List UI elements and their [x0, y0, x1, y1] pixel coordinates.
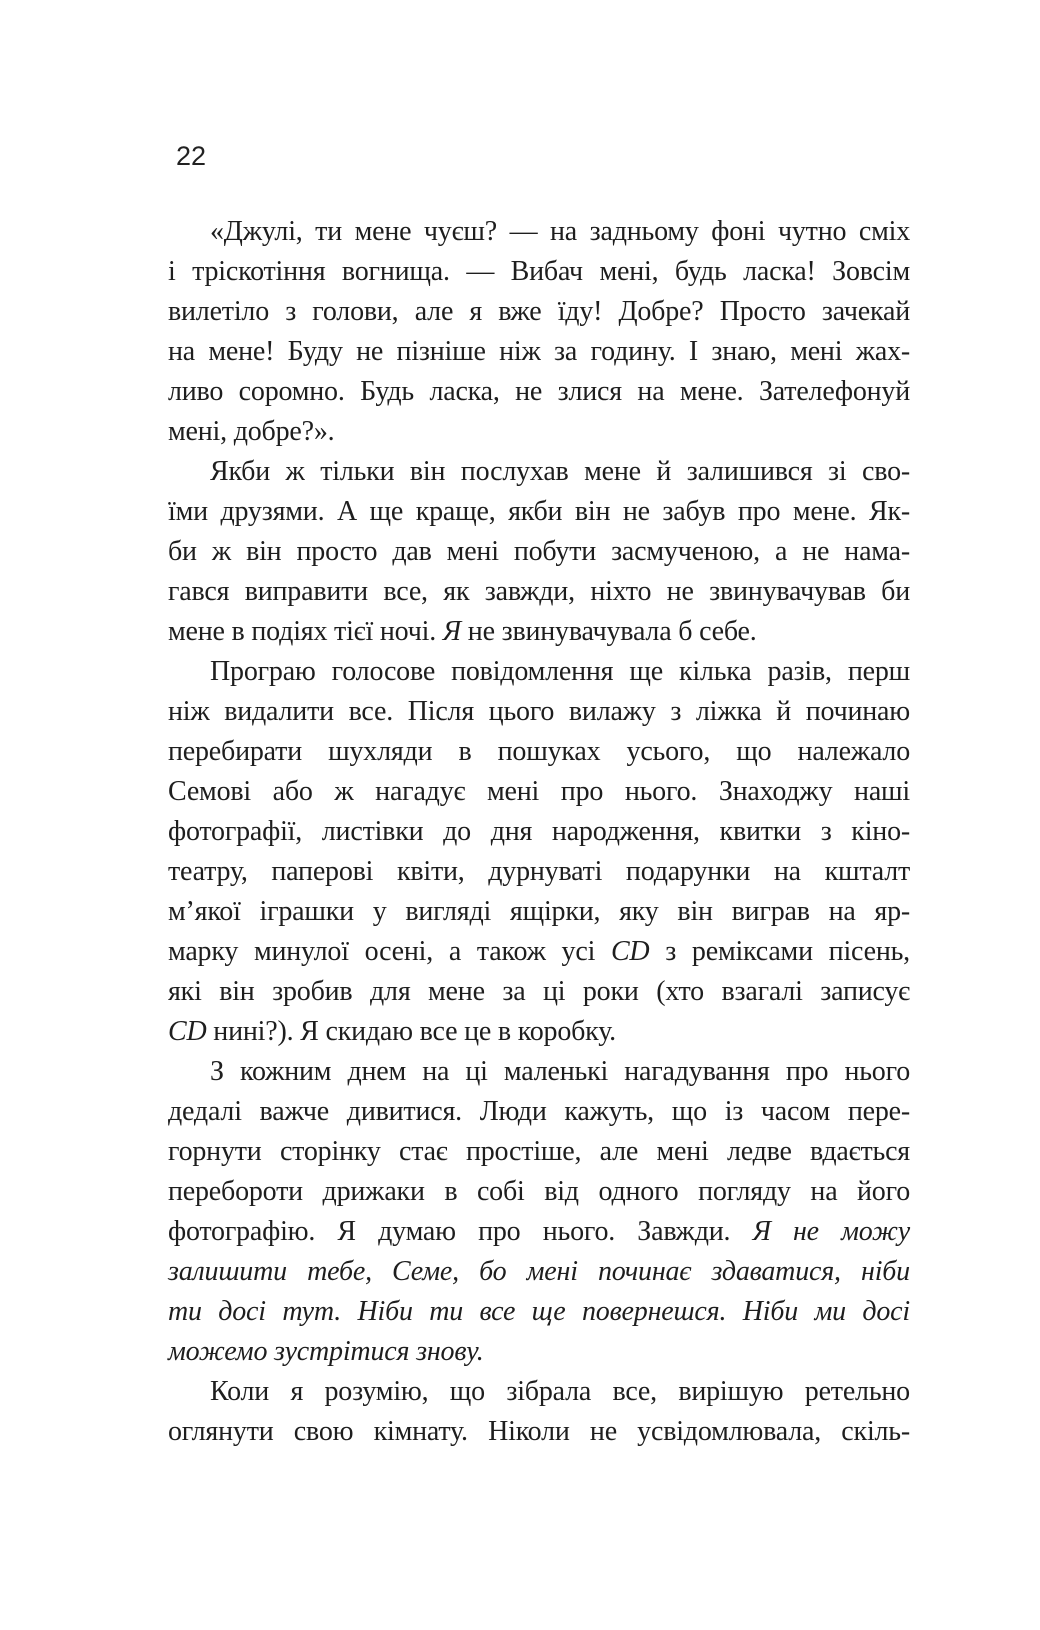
text-line — [168, 372, 910, 412]
text-segment: мене в подіях тієї ночі. — [168, 616, 443, 647]
text-segment: з реміксами пісень, — [649, 936, 910, 967]
text-block — [168, 212, 910, 1452]
text-segment: їми друзями. А ще краще, якби він не забув про мене. Як- — [168, 496, 910, 527]
text-line — [168, 572, 910, 612]
page-number: 22 — [176, 141, 207, 171]
text-segment: мені, добре?». — [168, 416, 335, 447]
text-segment: дедалі важче дивитися. Люди кажуть, що із часом пере- — [168, 1096, 910, 1127]
text-segment: не звинувачувала б себе. — [461, 616, 757, 647]
text-line — [168, 1252, 910, 1292]
text-line — [168, 972, 910, 1012]
text-segment: фотографію. Я думаю про нього. Завжди. — [168, 1216, 753, 1247]
text-segment: і тріскотіння вогнища. — Вибач мені, будь ласка! Зовсім — [168, 256, 910, 287]
text-segment: марку минулої осені, а також усі — [168, 936, 611, 967]
text-line — [168, 732, 910, 772]
text-segment: гався виправити все, як завжди, ніхто не звинувачував би — [168, 576, 910, 607]
text-line — [168, 292, 910, 332]
text-line — [168, 1412, 910, 1452]
text-line — [168, 1332, 910, 1372]
italic-text-segment: CD — [610, 936, 650, 967]
text-line — [168, 1052, 910, 1092]
text-line — [168, 252, 910, 292]
text-segment: вилетіло з голови, але я вже їду! Добре? Просто зачекай — [168, 296, 910, 327]
text-segment: «Джулі, ти мене чуєш? — на задньому фоні чутно сміх — [210, 216, 910, 247]
text-segment: би ж він просто дав мені побути засмученою, а не нама- — [168, 536, 910, 567]
text-line — [168, 492, 910, 532]
text-segment: Якби ж тільки він послухав мене й залишився зі сво- — [210, 456, 910, 487]
text-line — [168, 412, 910, 452]
text-line — [168, 452, 910, 492]
text-line — [168, 1012, 910, 1052]
text-segment: м’якої іграшки у вигляді ящірки, яку він виграв на яр- — [168, 896, 910, 927]
italic-text-segment: можемо зустрітися знову. — [168, 1336, 484, 1367]
italic-text-segment: CD — [168, 1016, 207, 1047]
text-segment: театру, паперові квіти, дурнуваті подарунки на кшталт — [168, 856, 910, 887]
text-segment: Коли я розумію, що зібрала все, вирішую ретельно — [210, 1376, 910, 1407]
text-line — [168, 772, 910, 812]
text-segment: З кожним днем на ці маленькі нагадування про нього — [210, 1056, 910, 1087]
text-line — [168, 212, 910, 252]
text-line — [168, 1372, 910, 1412]
text-segment: які він зробив для мене за ці роки (хто взагалі записує — [168, 976, 910, 1007]
text-segment: на мене! Буду не пізніше ніж за годину. І знаю, мені жах- — [168, 336, 910, 367]
text-line — [168, 812, 910, 852]
text-line — [168, 1092, 910, 1132]
text-line — [168, 1212, 910, 1252]
text-line — [168, 892, 910, 932]
italic-text-segment: Я не можу — [752, 1216, 910, 1247]
text-segment: ливо соромно. Будь ласка, не злися на мене. Зателефонуй — [168, 376, 910, 407]
text-line — [168, 1172, 910, 1212]
text-segment: Семові або ж нагадує мені про нього. Знаходжу наші — [168, 776, 910, 807]
text-segment: нині?). Я скидаю все це в коробку. — [206, 1016, 616, 1047]
text-line — [168, 532, 910, 572]
text-segment: фотографії, листівки до дня народження, квитки з кіно- — [168, 816, 910, 847]
italic-text-segment: залишити тебе, Семе, бо мені починає здаватися, ніби — [168, 1256, 910, 1287]
text-segment: горнути сторінку стає простіше, але мені ледве вдається — [168, 1136, 910, 1167]
italic-text-segment: Я — [442, 616, 461, 647]
text-segment: Програю голосове повідомлення ще кілька разів, перш — [210, 656, 910, 687]
text-line — [168, 932, 910, 972]
text-line — [168, 1292, 910, 1332]
text-segment: оглянути свою кімнату. Ніколи не усвідомлювала, скіль- — [168, 1416, 910, 1447]
text-segment: ніж видалити все. Після цього вилажу з ліжка й починаю — [168, 696, 910, 727]
text-line — [168, 852, 910, 892]
italic-text-segment: ти досі тут. Ніби ти все ще повернешся. Ніби ми досі — [168, 1296, 910, 1327]
text-line — [168, 692, 910, 732]
text-segment: перебороти дрижаки в собі від одного погляду на його — [168, 1176, 910, 1207]
text-line — [168, 332, 910, 372]
text-line — [168, 612, 910, 652]
text-segment: перебирати шухляди в пошуках усього, що належало — [168, 736, 910, 767]
text-line — [168, 652, 910, 692]
text-line — [168, 1132, 910, 1172]
